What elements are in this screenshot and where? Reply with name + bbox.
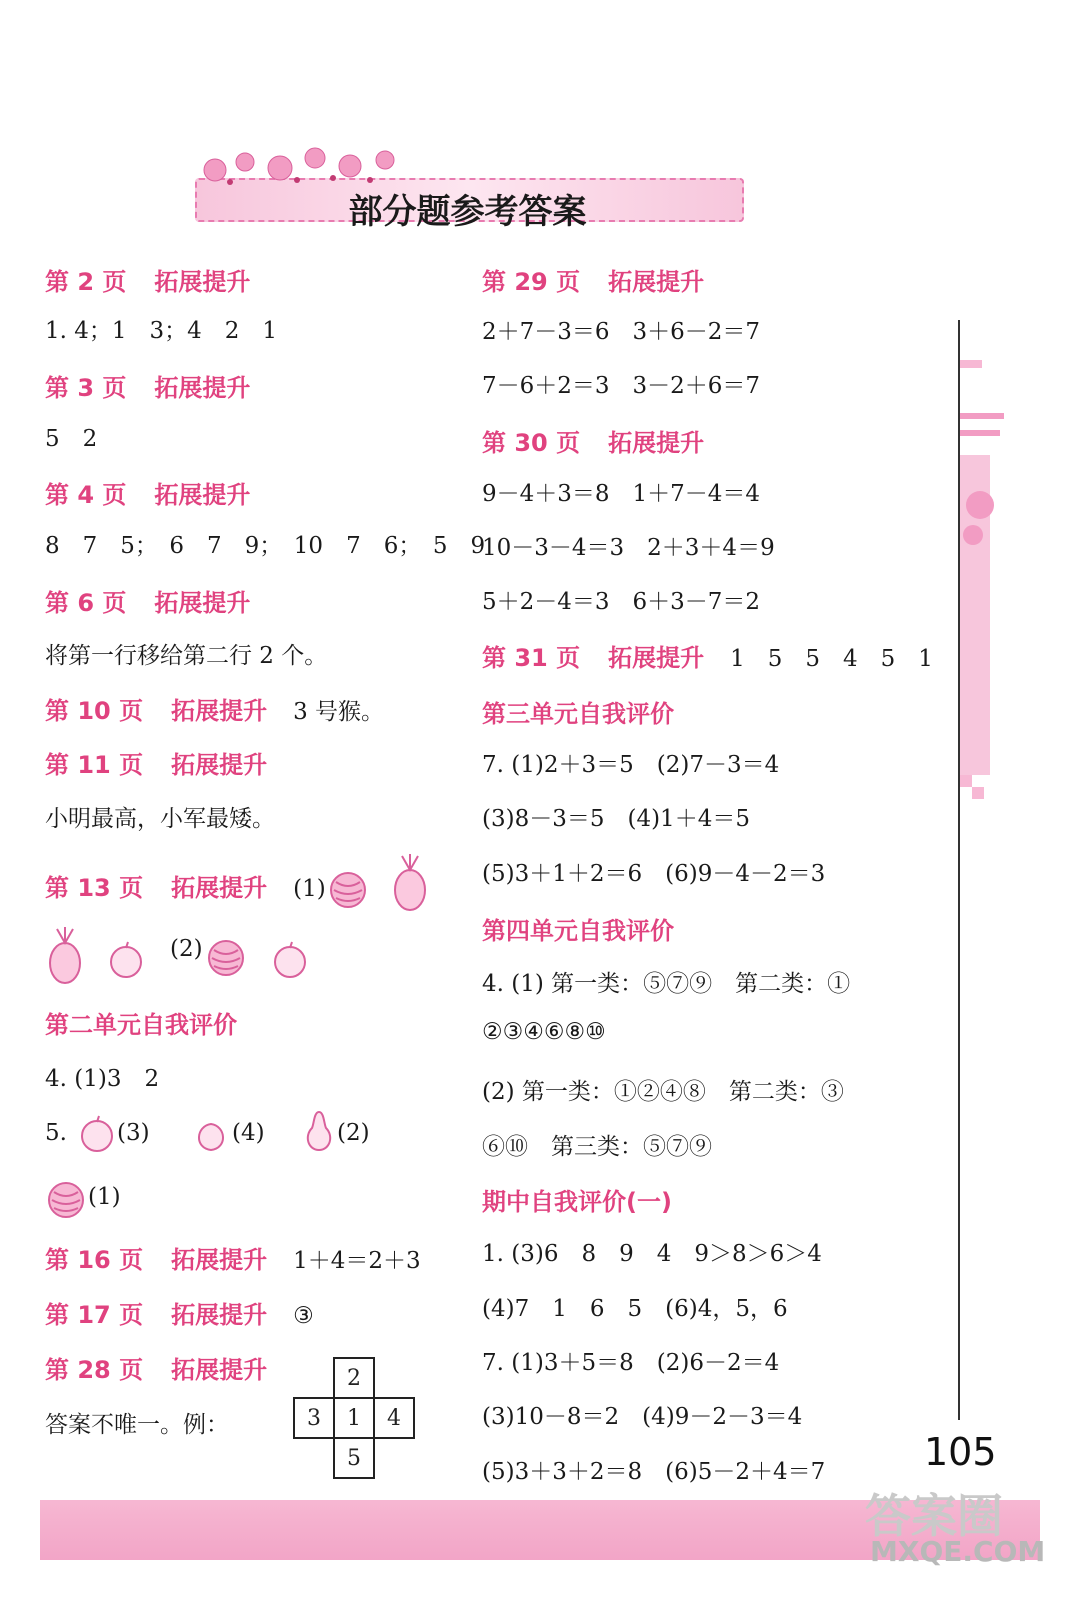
number-grid [293, 1357, 415, 1479]
answer-line: 1. 4；1 3；4 2 1 [45, 318, 278, 344]
apple-icon [106, 940, 146, 980]
section-heading [45, 1350, 293, 1385]
section-heading [45, 1240, 421, 1275]
heading-tag: 拓展提升 [154, 268, 251, 296]
answer-text: ③ [293, 1303, 314, 1329]
section-heading [482, 423, 730, 458]
answer-line: 5 2 [45, 426, 98, 452]
page-ref: 第 30 页 [482, 429, 581, 457]
peach-icon [192, 1118, 230, 1154]
answer-line: 将第一行移给第二行 2 个。 [45, 643, 328, 669]
unit-heading: 第四单元自我评价 [482, 917, 674, 945]
pear-icon [302, 1108, 336, 1154]
side-flower-decoration [958, 355, 1008, 805]
page-ref: 第 11 页 [45, 751, 144, 779]
grid-cell-center: 1 [334, 1398, 374, 1438]
page-ref: 第 31 页 [482, 644, 581, 672]
answer-line: 4. (1)3 2 [45, 1066, 160, 1092]
apple-icon [78, 1115, 116, 1155]
section-heading [45, 1295, 314, 1330]
unit-heading: 第二单元自我评价 [45, 1011, 237, 1039]
heading-tag: 拓展提升 [171, 1246, 268, 1274]
section-heading [482, 262, 730, 297]
answer-line: 答案不唯一。例： [45, 1412, 229, 1438]
page-ref: 第 13 页 [45, 874, 144, 902]
grid-cell-left: 3 [294, 1398, 334, 1438]
section-heading [45, 475, 276, 510]
section-heading [482, 638, 933, 673]
answer-line: (3)10－8＝2 (4)9－2－3＝4 [482, 1404, 803, 1430]
answer-line: 2＋7－3＝6 3＋6－2＝7 [482, 319, 761, 345]
answer-text: (1) [293, 876, 326, 902]
page-ref: 第 10 页 [45, 697, 144, 725]
watermelon-icon [206, 936, 246, 978]
page-ref: 第 6 页 [45, 589, 127, 617]
answer-line: (3)8－3＝5 (4)1＋4＝5 [482, 806, 750, 832]
pineapple-icon [45, 925, 85, 985]
page-title: 部分题参考答案 [348, 192, 587, 232]
heading-tag: 拓展提升 [171, 874, 268, 902]
answer-line: 7－6＋2＝3 3－2＋6＝7 [482, 373, 761, 399]
answer-line: (2) [337, 1120, 370, 1146]
answer-line: (5)3＋3＋2＝8 (6)5－2＋4＝7 [482, 1459, 826, 1485]
answer-text: 1＋4＝2＋3 [293, 1248, 421, 1274]
answer-line: 7. (1)3＋5＝8 (2)6－2＝4 [482, 1350, 780, 1376]
apple-icon [270, 940, 310, 980]
section-heading [45, 583, 276, 618]
answer-line: 7. (1)2＋3＝5 (2)7－3＝4 [482, 752, 780, 778]
answer-text: 3 号猴。 [293, 699, 385, 725]
unit-heading: 期中自我评价(一) [482, 1188, 672, 1216]
answer-text: 1 5 5 4 5 1 [730, 646, 933, 672]
heading-tag: 拓展提升 [171, 751, 268, 779]
answer-line: 8 7 5； 6 7 9； 10 7 6； 5 9 [45, 533, 486, 559]
grid-cell-right: 4 [374, 1398, 414, 1438]
watermelon-icon [328, 868, 368, 910]
page-ref: 第 2 页 [45, 268, 127, 296]
answer-line: 10－3－4＝3 2＋3＋4＝9 [482, 535, 775, 561]
page-ref: 第 16 页 [45, 1246, 144, 1274]
answer-line: (2) 第一类：①②④⑧ 第二类：③ [482, 1079, 844, 1105]
answer-line: ⑥⑩ 第三类：⑤⑦⑨ [482, 1134, 712, 1160]
heading-tag: 拓展提升 [154, 374, 251, 402]
answer-line: 小明最高，小军最矮。 [45, 806, 275, 832]
answer-line: (4)7 1 6 5 (6)4，5，6 [482, 1296, 788, 1322]
answer-line: (3) [117, 1120, 150, 1146]
section-heading [45, 691, 384, 726]
unit-heading: 第三单元自我评价 [482, 700, 674, 728]
answer-line: (4) [232, 1120, 265, 1146]
heading-tag: 拓展提升 [154, 589, 251, 617]
section-heading [45, 745, 293, 780]
answer-line: (2) [170, 936, 203, 962]
heading-tag: 拓展提升 [171, 1301, 268, 1329]
section-heading [45, 262, 276, 297]
watermark-logo: 答案圈 [865, 1489, 1003, 1543]
answer-line: 5. [45, 1120, 67, 1146]
heading-tag: 拓展提升 [154, 481, 251, 509]
answer-line: 1. (3)6 8 9 4 9＞8＞6＞4 [482, 1241, 822, 1267]
pineapple-icon [390, 852, 430, 912]
answer-line: 5＋2－4＝3 6＋3－7＝2 [482, 589, 761, 615]
answer-line: 9－4＋3＝8 1＋7－4＝4 [482, 481, 761, 507]
heading-tag: 拓展提升 [608, 429, 705, 457]
answer-line: ②③④⑥⑧⑩ [482, 1019, 606, 1045]
page-ref: 第 4 页 [45, 481, 127, 509]
page-ref: 第 29 页 [482, 268, 581, 296]
grid-cell-bottom: 5 [334, 1438, 374, 1478]
page-ref: 第 17 页 [45, 1301, 144, 1329]
heading-tag: 拓展提升 [171, 697, 268, 725]
heading-tag: 拓展提升 [608, 644, 705, 672]
page-number: 105 [924, 1430, 997, 1474]
section-heading [45, 868, 326, 903]
answer-line: (1) [88, 1184, 121, 1210]
grid-cell-top: 2 [334, 1358, 374, 1398]
watermark-url: MXQE.COM [870, 1535, 1046, 1568]
section-heading [45, 368, 276, 403]
page-ref: 第 28 页 [45, 1356, 144, 1384]
answer-line: (5)3＋1＋2＝6 (6)9－4－2＝3 [482, 861, 826, 887]
heading-tag: 拓展提升 [608, 268, 705, 296]
watermelon-icon [46, 1178, 86, 1220]
answer-line: 4. (1) 第一类：⑤⑦⑨ 第二类：① [482, 971, 851, 997]
heading-tag: 拓展提升 [171, 1356, 268, 1384]
page-ref: 第 3 页 [45, 374, 127, 402]
